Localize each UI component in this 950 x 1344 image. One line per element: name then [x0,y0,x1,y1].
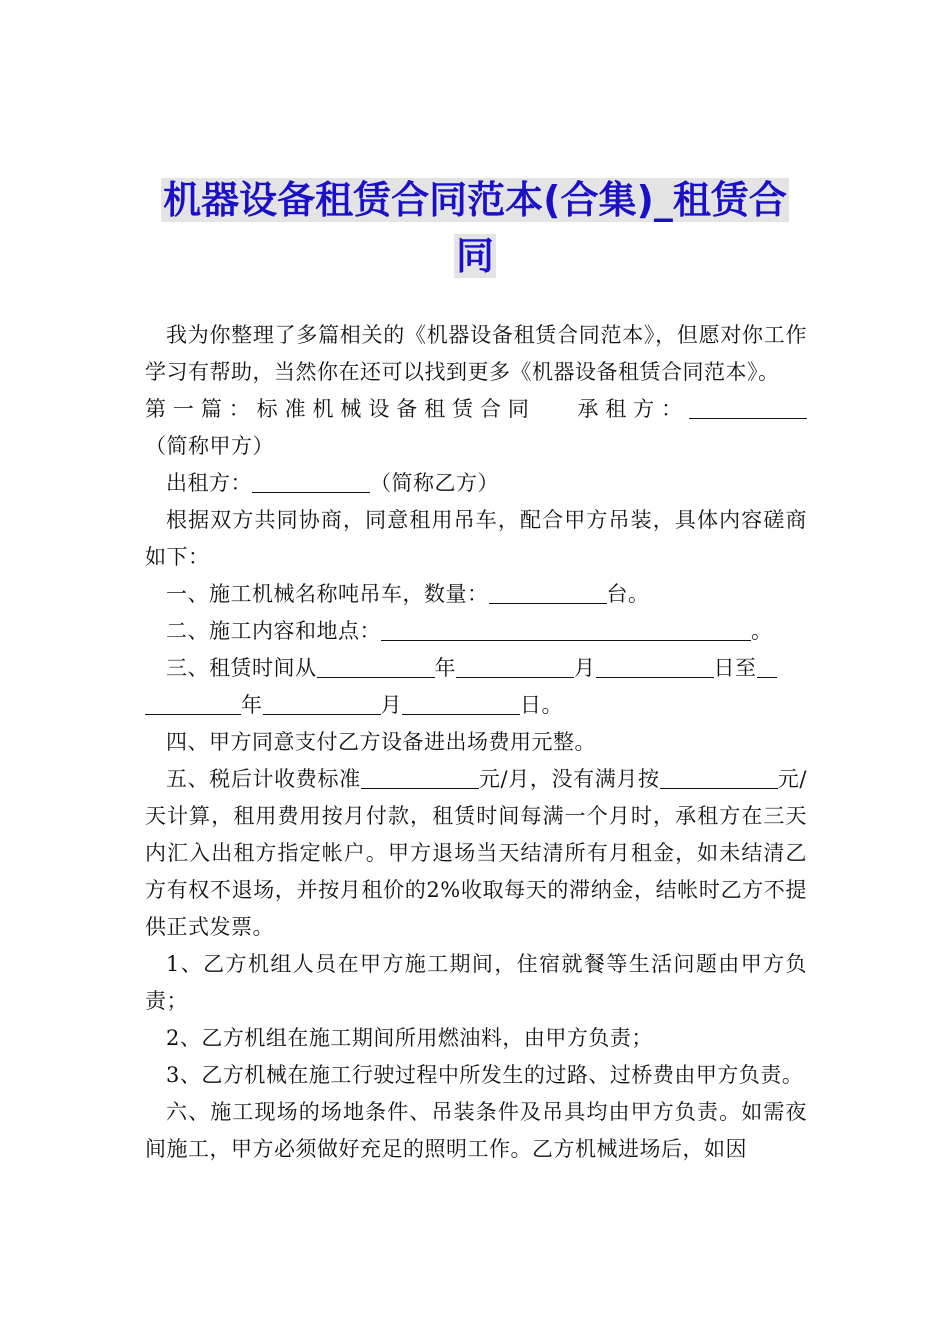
item3-paragraph [145,650,807,724]
lessor-blank [252,470,370,493]
item4-paragraph: 四、甲方同意支付乙方设备进出场费用元整。 [166,730,596,754]
title-line-1: 机器设备租赁合同范本(合集)_租赁合 [163,178,787,222]
item2-suffix: 。 [751,619,773,643]
item1-prefix: 一、施工机械名称吨吊车，数量： [166,582,489,606]
document-body [145,317,807,1168]
item2-paragraph [145,613,807,650]
end-year-blank-b [145,692,241,715]
lessor-suffix: （简称乙方） [370,471,499,495]
lessee-blank [689,396,807,419]
intro-paragraph: 我为你整理了多篇相关的《机器设备租赁合同范本》，但愿对你工作学习有帮助，当然你在还可以找到更多《机器设备租赁合同范本》。 [145,323,807,384]
item5-prefix: 五、税后计收费标准 [166,767,361,791]
item1-suffix: 台。 [606,582,650,606]
start-day-blank [596,655,714,678]
item6-paragraph: 六、施工现场的场地条件、吊装条件及吊具均由甲方负责。如需夜间施工，甲方必须做好充足的照明工作。乙方机械进场后，如因 [145,1100,807,1161]
item5-rest: 元/天计算，租用费用按月付款，租赁时间每满一个月时，承租方在三天内汇入出租方指定帐户。甲方退场当天结清所有月租金，如未结清乙方有权不退场，并按月租价的2%收取每天的滞纳金，结帐时乙方不提供正式发票。 [145,767,808,939]
item3-year: 年 [434,656,456,680]
location-blank [381,618,751,641]
item3-month2: 月 [380,693,402,717]
title-line-2: 同 [455,234,494,278]
item1-paragraph [145,576,807,613]
start-year-blank [317,655,435,678]
end-day-blank [402,692,520,715]
sub2-paragraph: 2、乙方机组在施工期间所用燃油料，由甲方负责； [166,1026,653,1050]
part1-prefix: 第一篇：标准机械设备租赁合同 承租方： [145,397,689,421]
part1-paragraph [145,391,807,465]
basis-paragraph: 根据双方共同协商，同意租用吊车，配合甲方吊装，具体内容磋商如下： [145,508,807,569]
item3-day2: 日。 [520,693,563,717]
item3-month: 月 [574,656,596,680]
daily-fee-blank [660,766,778,789]
item3-day-to: 日至 [713,656,757,680]
monthly-fee-blank [361,766,479,789]
start-month-blank [456,655,574,678]
item3-year2: 年 [241,693,263,717]
sub3-paragraph: 3、乙方机械在施工行驶过程中所发生的过路、过桥费由甲方负责。 [166,1063,804,1087]
item3-prefix: 三、租赁时间从 [166,656,317,680]
item5-paragraph [145,761,807,946]
item5-mid: 元/月，没有满月按 [478,767,660,791]
lessor-paragraph [145,465,807,502]
item2-prefix: 二、施工内容和地点： [166,619,381,643]
lessor-prefix: 出租方： [166,471,252,495]
end-year-blank-a [757,655,777,678]
end-month-blank [263,692,381,715]
part1-suffix: （简称甲方） [145,434,274,458]
sub1-paragraph: 1、乙方机组人员在甲方施工期间，住宿就餐等生活问题由甲方负责； [145,952,807,1013]
document-title [140,172,810,284]
quantity-blank [489,581,607,604]
